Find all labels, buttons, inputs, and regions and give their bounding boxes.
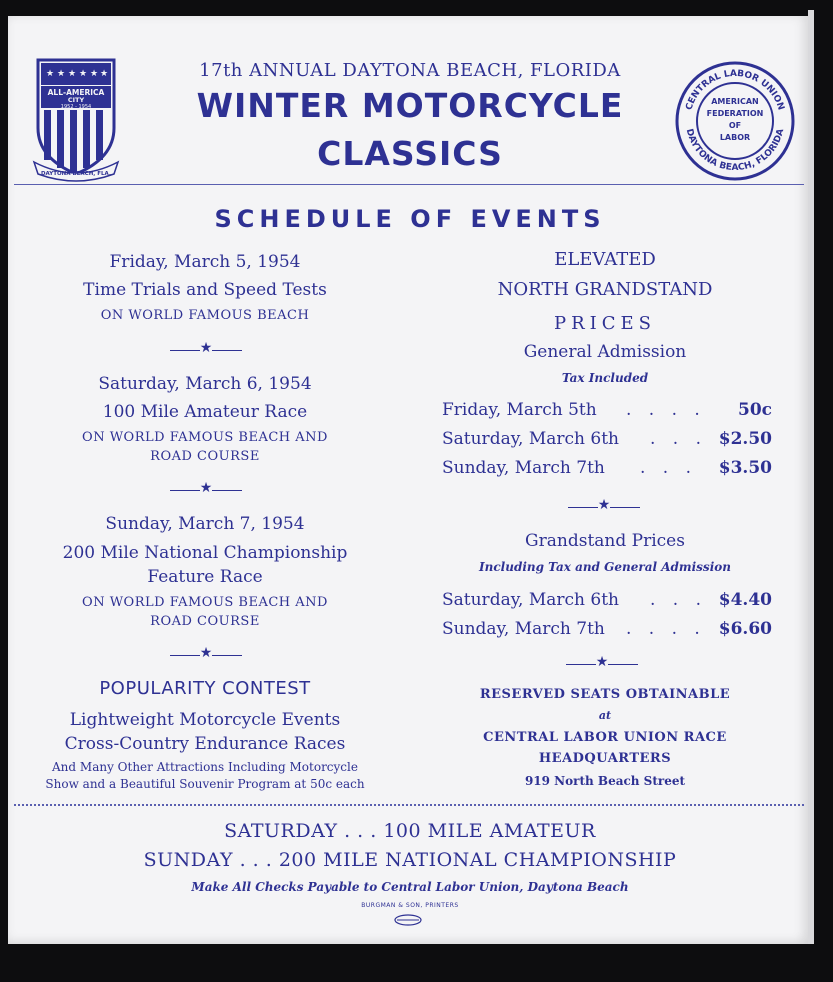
reserved-line2: at <box>598 709 612 722</box>
header-title-line2: CLASSICS <box>317 134 503 173</box>
event2-location: ON WORLD FAMOUS BEACH AND <box>82 430 328 445</box>
popularity-line2: Cross-Country Endurance Races <box>64 734 346 754</box>
reserved-line4: HEADQUARTERS <box>538 751 672 766</box>
footer-printer: BURGMAN & SON, PRINTERS <box>361 902 459 909</box>
seal-ring-top: CENTRAL LABOR UNION <box>684 68 786 112</box>
seal-banner: DAYTONA BEACH, FLA. <box>40 171 112 177</box>
price-day: Friday, March 5th <box>442 400 597 420</box>
star-icon: ★ <box>595 654 609 670</box>
event3-title: 200 Mile National Championship <box>62 543 348 563</box>
event1-date: Friday, March 5, 1954 <box>109 252 301 272</box>
popularity-line1: Lightweight Motorcycle Events <box>69 710 341 730</box>
elevated-price-row <box>442 458 772 482</box>
seal-center3: OF <box>728 121 742 130</box>
elevated-price-row <box>442 429 772 453</box>
tax-note: Tax Included <box>561 371 649 385</box>
price-dots: . . . . <box>626 400 706 420</box>
footer-line1: SATURDAY . . . 100 MILE AMATEUR <box>224 820 596 842</box>
svg-text:★: ★ <box>79 69 88 79</box>
svg-text:★: ★ <box>46 69 55 79</box>
union-label-icon <box>393 914 423 926</box>
seal-line3: 1952 - 1954 <box>60 104 92 110</box>
grandstand-price-row <box>442 619 772 643</box>
price-dots: . . . . <box>626 619 706 639</box>
event3-title2: Feature Race <box>147 567 263 587</box>
general-admission: General Admission <box>523 342 687 362</box>
star-icon: ★ <box>199 645 213 661</box>
divider-star <box>566 654 638 671</box>
footer-checks: Make All Checks Payable to Central Labor Union, Daytona Beach <box>191 880 629 894</box>
elevated-line1: ELEVATED <box>554 249 656 270</box>
popularity-heading: POPULARITY CONTEST <box>99 678 311 699</box>
footer-line2: SUNDAY . . . 200 MILE NATIONAL CHAMPIONSHIP <box>143 849 677 871</box>
prices-heading: PRICES <box>553 313 657 334</box>
price-day: Saturday, March 6th <box>442 429 619 449</box>
seal-line1: ALL-AMERICA <box>47 88 105 97</box>
svg-text:★: ★ <box>90 69 99 79</box>
price-amount: $6.60 <box>718 619 772 639</box>
svg-text:★: ★ <box>57 69 66 79</box>
divider-star <box>568 497 640 514</box>
price-amount: $2.50 <box>718 429 772 449</box>
event1-location: ON WORLD FAMOUS BEACH <box>100 308 310 323</box>
event2-date: Saturday, March 6, 1954 <box>98 374 312 394</box>
seal-center2: FEDERATION <box>706 109 764 118</box>
price-dots: . . . <box>650 429 708 449</box>
price-day: Sunday, March 7th <box>442 619 605 639</box>
event3-location2: ROAD COURSE <box>150 614 260 629</box>
event2-location2: ROAD COURSE <box>150 449 260 464</box>
reserved-line3: CENTRAL LABOR UNION RACE <box>483 730 727 745</box>
svg-text:★: ★ <box>68 69 77 79</box>
svg-text:★: ★ <box>100 69 109 79</box>
reserved-line5: 919 North Beach Street <box>524 774 686 788</box>
price-amount: $4.40 <box>718 590 772 610</box>
price-day: Saturday, March 6th <box>442 590 619 610</box>
header-rule <box>14 184 804 185</box>
price-amount: 50c <box>737 400 772 420</box>
schedule-title: SCHEDULE OF EVENTS <box>214 205 606 233</box>
price-dots: . . . <box>650 590 708 610</box>
star-icon: ★ <box>597 497 611 513</box>
popularity-line4: Show and a Beautiful Souvenir Program at 50c each <box>45 777 365 791</box>
reserved-line1: RESERVED SEATS OBTAINABLE <box>479 687 731 702</box>
event3-date: Sunday, March 7, 1954 <box>105 514 305 534</box>
divider-star <box>170 645 242 662</box>
header-title-line1: WINTER MOTORCYCLE <box>196 86 624 125</box>
star-icon: ★ <box>199 340 213 356</box>
seal-ring-bottom: DAYTONA BEACH, FLORIDA <box>683 127 787 173</box>
event2-title: 100 Mile Amateur Race <box>102 402 308 422</box>
header-subtitle: 17th ANNUAL DAYTONA BEACH, FLORIDA <box>199 60 621 81</box>
labor-union-seal-icon <box>672 60 798 182</box>
seal-line2: CITY <box>67 96 85 104</box>
elevated-price-row <box>442 400 772 424</box>
seal-center4: LABOR <box>719 133 751 142</box>
event3-location: ON WORLD FAMOUS BEACH AND <box>82 595 328 610</box>
all-america-city-shield-icon <box>30 54 122 184</box>
elevated-line2: NORTH GRANDSTAND <box>497 279 713 300</box>
event1-title: Time Trials and Speed Tests <box>83 280 327 300</box>
price-amount: $3.50 <box>718 458 772 478</box>
grandstand-heading: Grandstand Prices <box>525 531 685 551</box>
price-day: Sunday, March 7th <box>442 458 605 478</box>
divider-star <box>170 340 242 357</box>
grandstand-price-row <box>442 590 772 614</box>
price-dots: . . . <box>640 458 698 478</box>
page-edge <box>808 10 814 944</box>
star-icon: ★ <box>199 480 213 496</box>
grandstand-note: Including Tax and General Admission <box>479 560 731 574</box>
divider-star <box>170 480 242 497</box>
popularity-line3: And Many Other Attractions Including Motorcycle <box>52 760 358 774</box>
footer-rule <box>14 804 804 806</box>
seal-center1: AMERICAN <box>711 97 759 106</box>
